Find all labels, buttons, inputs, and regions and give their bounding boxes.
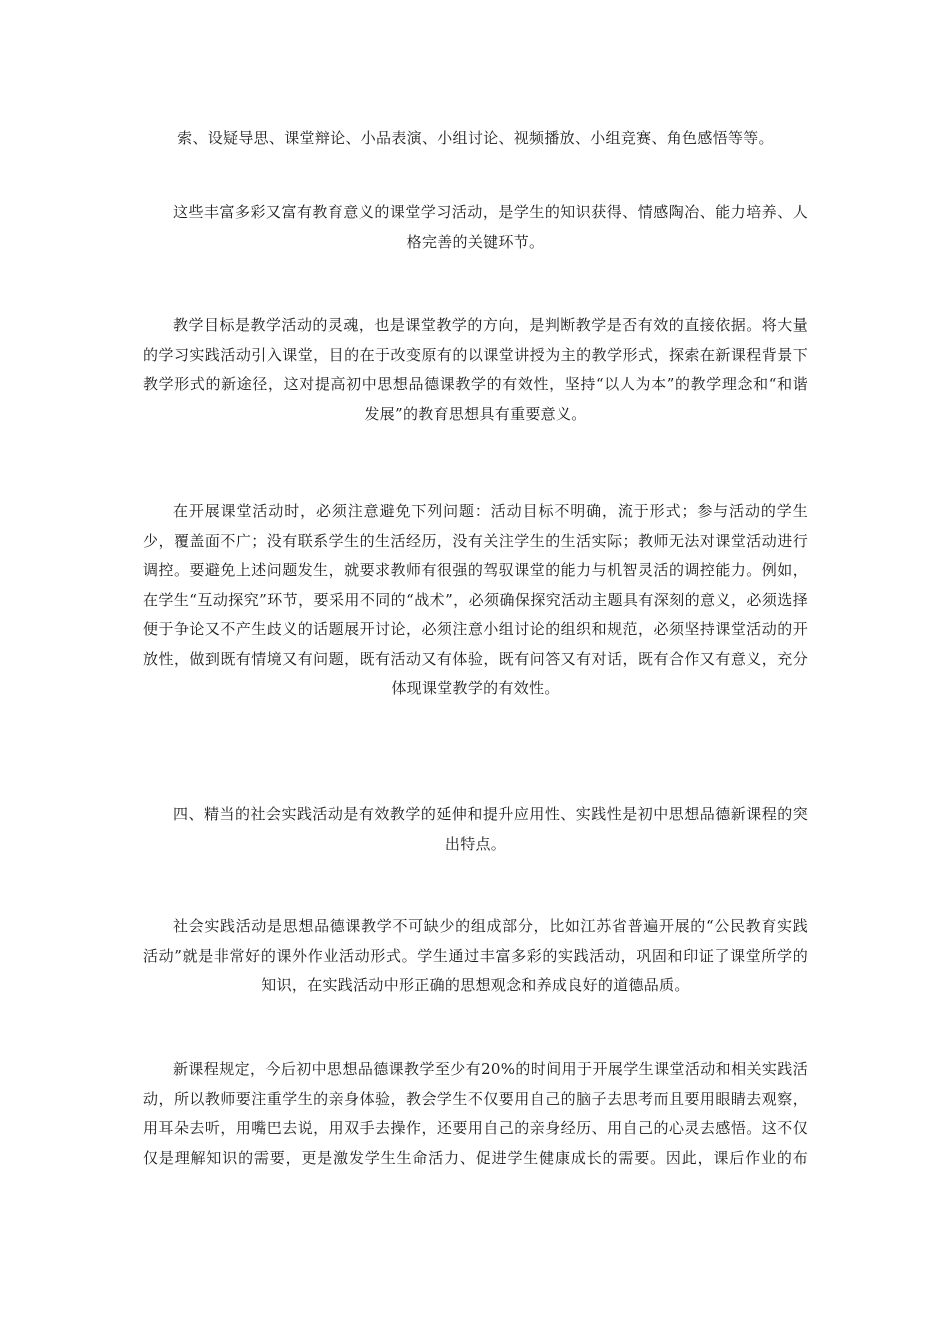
paragraph-new-curriculum: 新课程规定，今后初中思想品德课教学至少有20%的时间用于开展学生课堂活动和相关实践活动，所以教师要注重学生的亲身体验，教会学生不仅要用自己的脑子去思考而且要用眼睛去观察，用耳朵去听，用嘴巴去说，用双手去操作，还要用自己的亲身经历、用自己的心灵去感悟。这不仅仅是理解知识的需要，更是激发学生生命活力、促进学生健康成长的需要。因此，课后作业的布 <box>143 1060 808 1167</box>
paragraph-activity-problems: 在开展课堂活动时，必须注意避免下列问题：活动目标不明确，流于形式；参与活动的学生少，覆盖面不广；没有联系学生的生活经历，没有关注学生的生活实际；教师无法对课堂活动进行调控。要避免上述问题发生，就要求教师有很强的驾驭课堂的能力与机智灵活的调控能力。例如，在学生“互动探究”环节，要采用不同的“战术”，必须确保探究活动主题具有深刻的意义，必须选择便于争论又不产生歧义的话题展开讨论，必须注意小组讨论的组织和规范，必须坚持课堂活动的开放性，做到既有情境又有问题，既有活动又有体验，既有问答又有对话，既有合作又有意义，充分体现课堂教学的有效性。 <box>143 502 808 697</box>
paragraph-continuation: 索、设疑导思、课堂辩论、小品表演、小组讨论、视频播放、小组竞赛、角色感悟等等。 <box>177 129 774 147</box>
paragraph-activities-significance: 这些丰富多彩又富有教育意义的课堂学习活动，是学生的知识获得、情感陶冶、能力培养、人格完善的关键环节。 <box>173 203 808 251</box>
paragraph-teaching-goals: 教学目标是教学活动的灵魂，也是课堂教学的方向，是判断教学是否有效的直接依据。将大量的学习实践活动引入课堂，目的在于改变原有的以课堂讲授为主的教学形式，探索在新课程背景下教学形式的新途径，这对提高初中思想品德课教学的有效性，坚持“以人为本”的教学理念和“和谐发展”的教育思想具有重要意义。 <box>143 316 808 423</box>
section-heading-four: 四、精当的社会实践活动是有效教学的延伸和提升应用性、实践性是初中思想品德新课程的突出特点。 <box>173 805 808 853</box>
paragraph-social-practice: 社会实践活动是思想品德课教学不可缺少的组成部分，比如江苏省普遍开展的“公民教育实践活动”就是非常好的课外作业活动形式。学生通过丰富多彩的实践活动，巩固和印证了课堂所学的知识，在实践活动中形正确的思想观念和养成良好的道德品质。 <box>143 917 808 994</box>
